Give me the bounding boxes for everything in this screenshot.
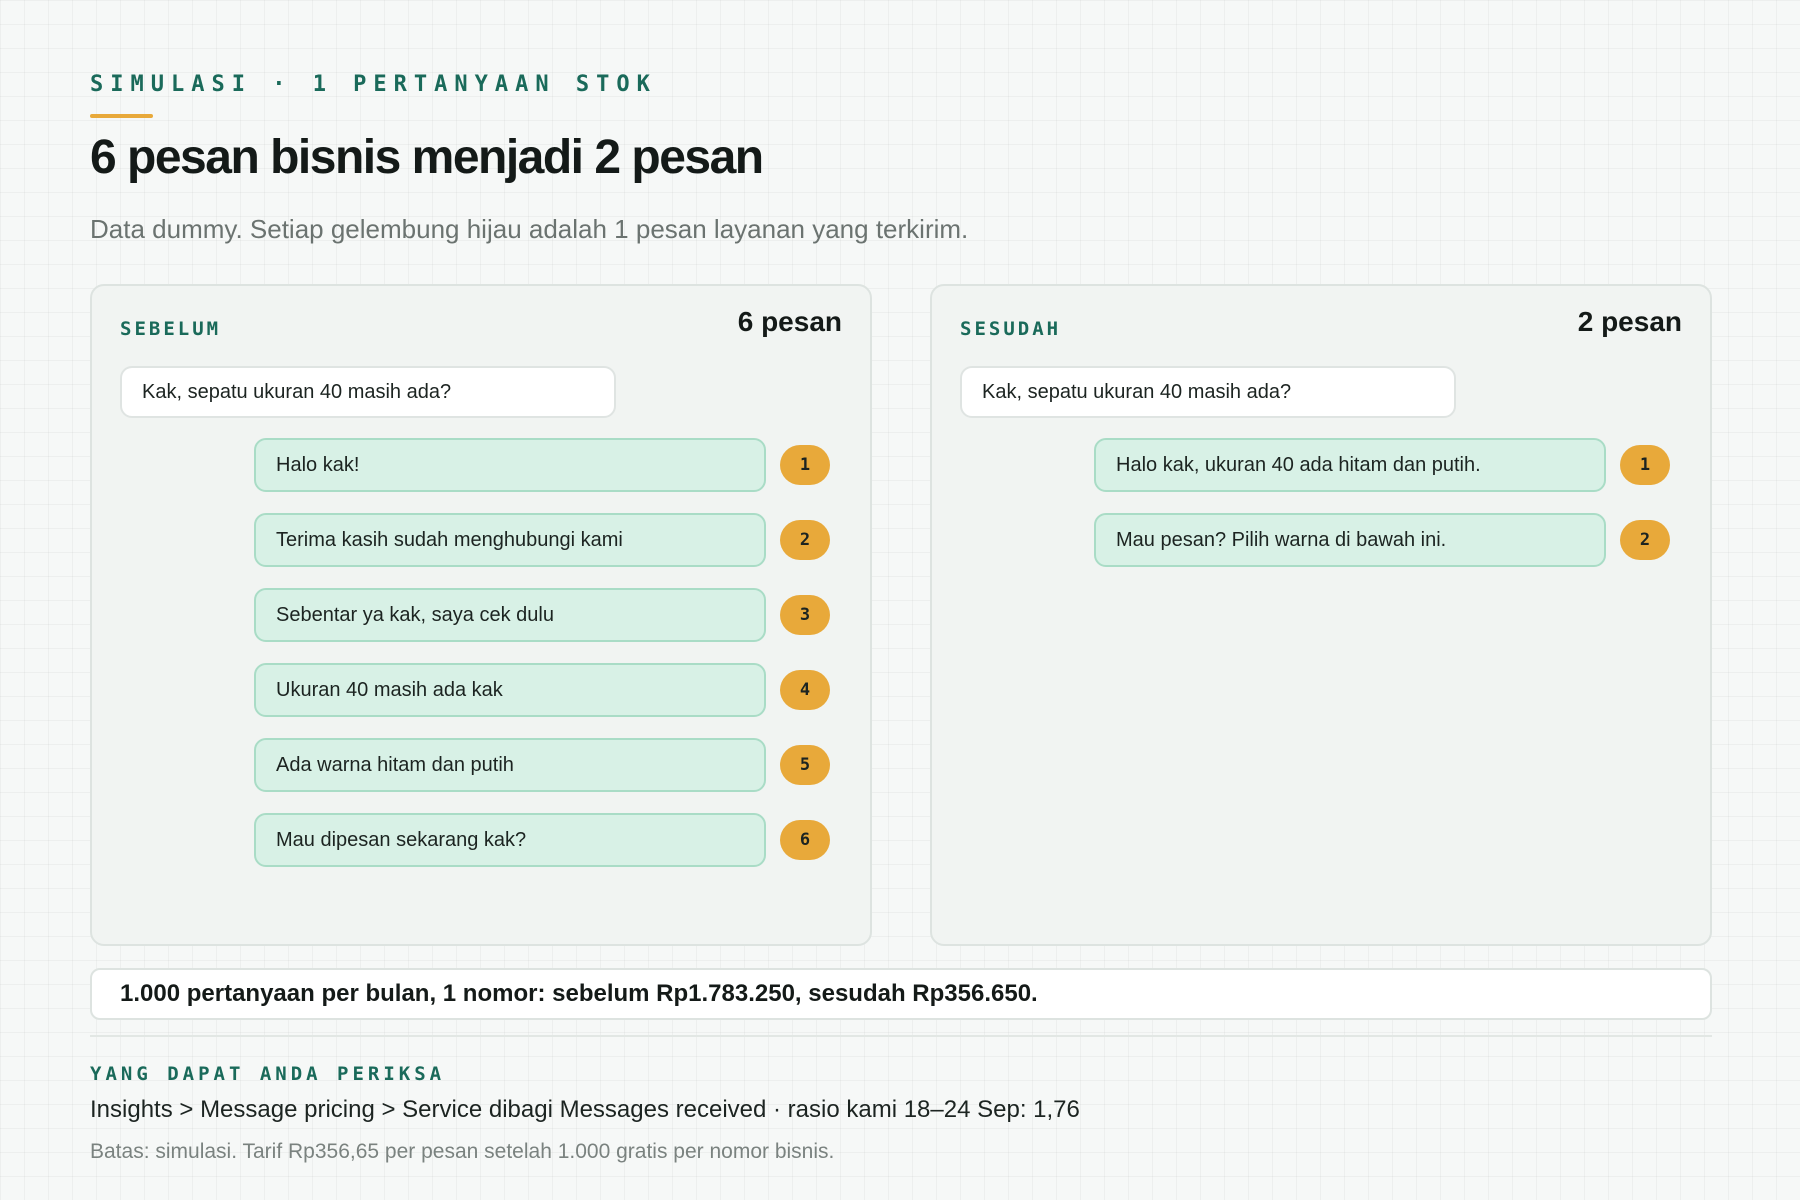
check-menu-path: Insights > Message pricing > Service dibagi Messages received · rasio kami 18–24 Sep: 1,76 xyxy=(90,1096,1080,1123)
message-number-badge: 6 xyxy=(780,820,830,860)
after-panel xyxy=(930,284,1712,946)
business-message-row xyxy=(254,513,832,567)
before-panel-label: SEBELUM xyxy=(120,318,222,340)
cost-summary: 1.000 pertanyaan per bulan, 1 nomor: sebelum Rp1.783.250, sesudah Rp356.650. xyxy=(90,968,1712,1020)
business-message-bubble: Ada warna hitam dan putih xyxy=(254,738,766,792)
business-message-bubble: Mau dipesan sekarang kak? xyxy=(254,813,766,867)
before-panel xyxy=(90,284,872,946)
business-message-row xyxy=(254,588,832,642)
business-message-bubble: Ukuran 40 masih ada kak xyxy=(254,663,766,717)
business-message-row xyxy=(254,663,832,717)
message-number-badge: 4 xyxy=(780,670,830,710)
business-message-row xyxy=(254,738,832,792)
business-message-row xyxy=(1094,438,1672,492)
eyebrow-label: SIMULASI · 1 PERTANYAAN STOK xyxy=(90,72,657,97)
message-number-badge: 3 xyxy=(780,595,830,635)
business-message-row xyxy=(254,813,832,867)
page-title: 6 pesan bisnis menjadi 2 pesan xyxy=(90,131,763,184)
message-number-badge: 2 xyxy=(780,520,830,560)
message-number-badge: 1 xyxy=(780,445,830,485)
after-customer-message: Kak, sepatu ukuran 40 masih ada? xyxy=(960,366,1456,418)
after-message-count: 2 pesan xyxy=(1577,306,1682,337)
limit-note: Batas: simulasi. Tarif Rp356,65 per pesan setelah 1.000 gratis per nomor bisnis. xyxy=(90,1140,835,1163)
business-message-bubble: Mau pesan? Pilih warna di bawah ini. xyxy=(1094,513,1606,567)
before-customer-message: Kak, sepatu ukuran 40 masih ada? xyxy=(120,366,616,418)
business-message-bubble: Halo kak, ukuran 40 ada hitam dan putih. xyxy=(1094,438,1606,492)
after-panel-label: SESUDAH xyxy=(960,318,1062,340)
business-message-bubble: Sebentar ya kak, saya cek dulu xyxy=(254,588,766,642)
divider xyxy=(90,1035,1712,1037)
business-message-bubble: Halo kak! xyxy=(254,438,766,492)
accent-bar xyxy=(90,114,153,118)
message-number-badge: 2 xyxy=(1620,520,1670,560)
page-subtitle: Data dummy. Setiap gelembung hijau adalah 1 pesan layanan yang terkirim. xyxy=(90,214,969,244)
message-number-badge: 1 xyxy=(1620,445,1670,485)
business-message-row xyxy=(1094,513,1672,567)
business-message-bubble: Terima kasih sudah menghubungi kami xyxy=(254,513,766,567)
check-section-label: YANG DAPAT ANDA PERIKSA xyxy=(90,1063,446,1085)
message-number-badge: 5 xyxy=(780,745,830,785)
business-message-row xyxy=(254,438,832,492)
before-message-count: 6 pesan xyxy=(737,306,842,337)
